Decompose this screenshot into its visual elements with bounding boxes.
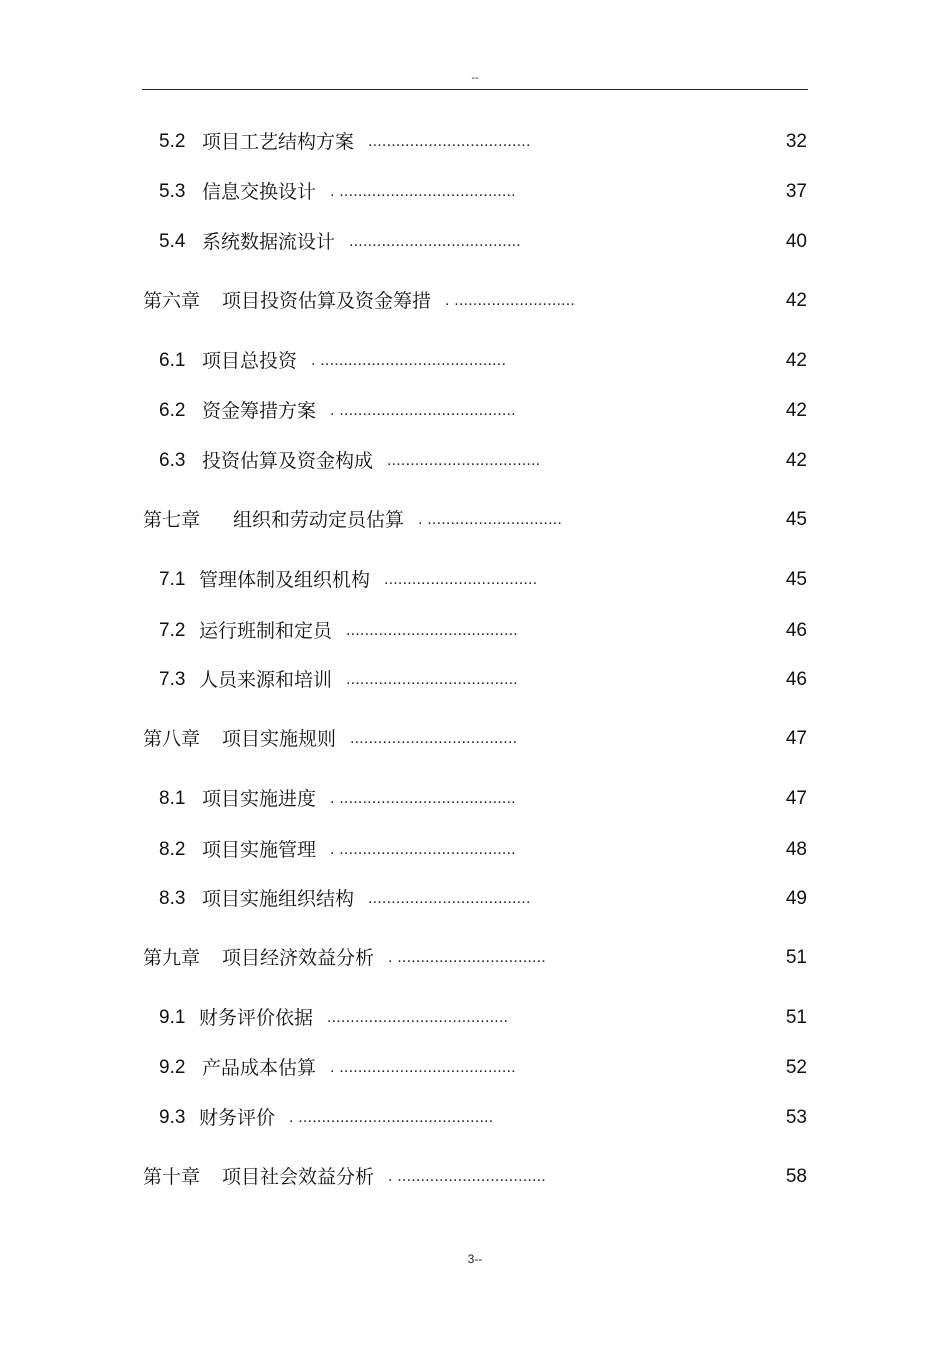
toc-dot-leader: ................................... (368, 890, 531, 907)
toc-dot-leader: ..................................... (346, 671, 518, 688)
toc-entry-page-number: 45 (785, 509, 807, 530)
toc-entry-title: 项目实施管理 (202, 839, 317, 861)
toc-entry-page-number: 53 (785, 1107, 807, 1128)
toc-dot-leader: . .......................... (445, 292, 576, 309)
toc-entry-title: 人员来源和培训 (199, 669, 333, 691)
toc-entry-number: 7.1 (159, 569, 186, 590)
toc-section-entry[interactable] (0, 1053, 950, 1083)
toc-entry-number: 5.3 (159, 181, 186, 202)
toc-entry-title: 财务评价 (199, 1107, 276, 1129)
toc-dot-leader: ..................................... (349, 233, 521, 250)
toc-entry-page-number: 37 (785, 181, 807, 202)
toc-entry-page-number: 47 (785, 788, 807, 809)
toc-entry-page-number: 49 (785, 888, 807, 909)
toc-dot-leader: .................................... (350, 730, 518, 747)
toc-entry-title: 项目实施组织结构 (202, 888, 355, 910)
toc-entry-number: 5.2 (159, 131, 186, 152)
toc-dot-leader: . .......................................... (289, 1109, 494, 1126)
toc-entry-page-number: 42 (785, 400, 807, 421)
toc-dot-leader: . ...................................... (330, 1059, 516, 1076)
toc-section-entry[interactable] (0, 346, 950, 376)
toc-dot-leader: . ............................. (418, 511, 563, 528)
toc-dot-leader: . ...................................... (330, 790, 516, 807)
toc-entry-title: 资金筹措方案 (202, 400, 317, 422)
toc-entry-page-number: 52 (785, 1057, 807, 1078)
toc-entry-number: 8.3 (159, 888, 186, 909)
toc-chapter-entry[interactable] (0, 286, 950, 316)
toc-dot-leader: . ...................................... (330, 183, 516, 200)
toc-dot-leader: ..................................... (346, 622, 518, 639)
toc-entry-title: 项目社会效益分析 (222, 1166, 375, 1188)
toc-entry-title: 运行班制和定员 (199, 620, 333, 642)
toc-section-entry[interactable] (0, 1103, 950, 1133)
toc-entry-number: 第九章 (143, 947, 201, 969)
toc-entry-title: 项目总投资 (202, 350, 298, 372)
toc-section-entry[interactable] (0, 127, 950, 157)
toc-entry-number: 9.3 (159, 1107, 186, 1128)
toc-dot-leader: ................................... (368, 133, 531, 150)
toc-section-entry[interactable] (0, 1003, 950, 1033)
toc-section-entry[interactable] (0, 835, 950, 865)
toc-entry-title: 组织和劳动定员估算 (233, 509, 405, 531)
toc-section-entry[interactable] (0, 665, 950, 695)
toc-chapter-entry[interactable] (0, 1162, 950, 1192)
toc-entry-page-number: 58 (785, 1166, 807, 1187)
toc-dot-leader: . ........................................ (311, 352, 507, 369)
toc-entry-number: 9.1 (159, 1007, 186, 1028)
toc-section-entry[interactable] (0, 446, 950, 476)
toc-entry-title: 产品成本估算 (202, 1057, 317, 1079)
toc-entry-page-number: 42 (785, 290, 807, 311)
toc-entry-page-number: 32 (785, 131, 807, 152)
toc-entry-title: 项目实施进度 (202, 788, 317, 810)
toc-dot-leader: ................................. (387, 452, 541, 469)
toc-entry-number: 7.2 (159, 620, 186, 641)
toc-dot-leader: . ...................................... (330, 841, 516, 858)
toc-entry-number: 6.2 (159, 400, 186, 421)
toc-entry-page-number: 51 (785, 1007, 807, 1028)
toc-entry-page-number: 42 (785, 450, 807, 471)
toc-entry-page-number: 42 (785, 350, 807, 371)
toc-entry-title: 投资估算及资金构成 (202, 450, 374, 472)
toc-entry-number: 第十章 (143, 1166, 201, 1188)
toc-entry-title: 财务评价依据 (199, 1007, 314, 1029)
toc-entry-number: 9.2 (159, 1057, 186, 1078)
toc-entry-title: 项目投资估算及资金筹措 (222, 290, 432, 312)
toc-entry-number: 第八章 (143, 728, 201, 750)
toc-entry-page-number: 48 (785, 839, 807, 860)
toc-chapter-entry[interactable] (0, 505, 950, 535)
toc-entry-number: 7.3 (159, 669, 186, 690)
toc-entry-title: 系统数据流设计 (202, 231, 336, 253)
toc-entry-title: 信息交换设计 (202, 181, 317, 203)
toc-dot-leader: ....................................... (327, 1009, 509, 1026)
toc-entry-number: 8.1 (159, 788, 186, 809)
toc-entry-page-number: 46 (785, 669, 807, 690)
toc-entry-page-number: 46 (785, 620, 807, 641)
toc-entry-number: 6.3 (159, 450, 186, 471)
toc-chapter-entry[interactable] (0, 724, 950, 754)
toc-entry-number: 6.1 (159, 350, 186, 371)
toc-entry-title: 项目实施规则 (222, 728, 337, 750)
toc-section-entry[interactable] (0, 396, 950, 426)
toc-entry-title: 项目经济效益分析 (222, 947, 375, 969)
toc-section-entry[interactable] (0, 784, 950, 814)
page-number-footer: 3-- (467, 1252, 483, 1266)
toc-entry-title: 管理体制及组织机构 (199, 569, 371, 591)
toc-section-entry[interactable] (0, 565, 950, 595)
toc-section-entry[interactable] (0, 177, 950, 207)
toc-dot-leader: . ...................................... (330, 402, 516, 419)
toc-chapter-entry[interactable] (0, 943, 950, 973)
toc-entry-title: 项目工艺结构方案 (202, 131, 355, 153)
toc-entry-number: 5.4 (159, 231, 186, 252)
toc-entry-number: 8.2 (159, 839, 186, 860)
page-header-mark: -- (471, 72, 479, 84)
toc-dot-leader: . ................................ (388, 1168, 546, 1185)
toc-section-entry[interactable] (0, 884, 950, 914)
toc-section-entry[interactable] (0, 227, 950, 257)
toc-section-entry[interactable] (0, 616, 950, 646)
toc-entry-number: 第七章 (143, 509, 201, 531)
toc-entry-page-number: 47 (785, 728, 807, 749)
toc-entry-page-number: 51 (785, 947, 807, 968)
toc-entry-page-number: 45 (785, 569, 807, 590)
toc-entry-number: 第六章 (143, 290, 201, 312)
toc-entry-page-number: 40 (785, 231, 807, 252)
toc-dot-leader: . ................................ (388, 949, 546, 966)
toc-dot-leader: ................................. (384, 571, 538, 588)
